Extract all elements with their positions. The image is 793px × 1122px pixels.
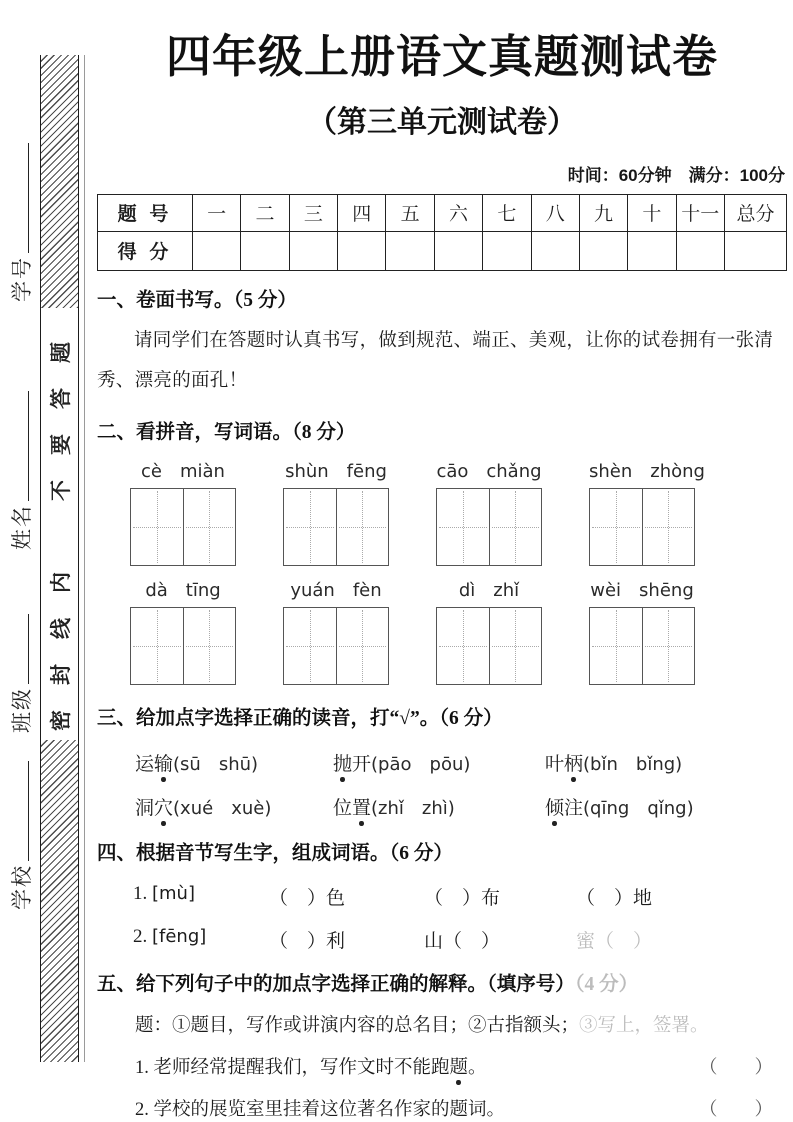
dotted-char: 输 <box>154 749 173 776</box>
fill-blank[interactable]: （ ）地 <box>576 888 653 910</box>
pinyin-word-group <box>283 576 389 685</box>
syllable-prompt <box>133 926 269 953</box>
item-number: 2. <box>135 1099 149 1120</box>
col-9: 九 <box>579 194 627 231</box>
writing-grid[interactable] <box>130 607 236 685</box>
col-10: 十 <box>628 194 676 231</box>
writing-grid[interactable] <box>283 488 389 566</box>
score-table <box>97 194 787 271</box>
time-score-info: 时间：60分钟 满分：100分 <box>567 165 785 185</box>
student-id-blank-line[interactable] <box>7 143 29 253</box>
writing-grid[interactable] <box>589 607 695 685</box>
sentence-pre: 学校的展览室里挂着这位著名作家的 <box>153 1099 450 1120</box>
total-score-label: 总分 <box>725 194 787 231</box>
col-2: 二 <box>241 194 289 231</box>
seal-inner-rule <box>84 55 85 1062</box>
score-cell[interactable] <box>338 231 386 270</box>
col-1: 一 <box>193 194 241 231</box>
pinyin-word-group <box>589 576 695 685</box>
sentence-text <box>135 1095 505 1121</box>
writing-grid[interactable] <box>436 488 542 566</box>
syllable: [fēng] <box>152 926 207 948</box>
pinyin-label: cè miàn <box>141 460 225 482</box>
pronunciation-item[interactable] <box>135 749 333 776</box>
pinyin-label: dà tīng <box>145 579 221 601</box>
section-1-heading: 一、卷面书写。（5 分） <box>97 289 297 311</box>
dotted-char: 置 <box>352 793 371 820</box>
item-number: 2. <box>133 926 148 948</box>
pinyin-options: (sū shū) <box>173 753 259 775</box>
score-cell[interactable] <box>531 231 579 270</box>
syllable-row-2 <box>97 926 787 953</box>
pinyin-word-group <box>283 457 389 566</box>
question-number-label: 题 号 <box>98 194 193 231</box>
score-cell[interactable] <box>289 231 337 270</box>
fill-blank[interactable]: （ ）利 <box>269 931 346 953</box>
sentence-post: 。 <box>468 1057 487 1078</box>
col-3: 三 <box>289 194 337 231</box>
sentence-item-1 <box>97 1053 787 1079</box>
pronunciation-item[interactable] <box>333 749 545 776</box>
dotted-char: 抛 <box>333 749 352 776</box>
student-id-label: 学号 <box>10 256 34 302</box>
writing-grid[interactable] <box>283 607 389 685</box>
syllable-prompt <box>133 883 269 910</box>
student-name-blank-line[interactable] <box>7 391 29 501</box>
section-5-heading <box>97 971 787 998</box>
col-5: 五 <box>386 194 434 231</box>
fill-blank[interactable]: （ ）布 <box>424 888 501 910</box>
hatch-pattern-bottom <box>41 740 78 1062</box>
word-char: 位 <box>333 797 353 819</box>
dotted-char: 倾 <box>545 793 564 820</box>
syllable-row-1 <box>97 883 787 910</box>
pinyin-options: (zhǐ zhì) <box>371 797 455 819</box>
col-4: 四 <box>338 194 386 231</box>
item-number: 1. <box>133 883 148 905</box>
pinyin-word-group <box>130 576 236 685</box>
student-name-field[interactable] <box>6 391 36 550</box>
dotted-char: 穴 <box>154 793 173 820</box>
pinyin-label: cāo chǎng <box>436 460 542 482</box>
col-8: 八 <box>531 194 579 231</box>
dotted-char: 题 <box>450 1053 469 1079</box>
class-field[interactable] <box>6 614 36 733</box>
pinyin-word-group <box>436 457 542 566</box>
student-name-label: 姓名 <box>10 504 34 550</box>
section-1-body: 请同学们在答题时认真书写，做到规范、端正、美观，让你的试卷拥有一张清秀、漂亮的面孔！ <box>97 330 774 391</box>
word-char: 开 <box>352 753 372 775</box>
answer-parentheses[interactable]: （ ） <box>698 1099 773 1120</box>
pinyin-word-group <box>130 457 236 566</box>
pinyin-row-1 <box>97 457 787 566</box>
pinyin-label: wèi shēng <box>590 579 694 601</box>
student-id-field[interactable] <box>6 143 36 302</box>
paper-content <box>97 0 787 1121</box>
pinyin-label: yuán fèn <box>290 579 382 601</box>
school-field[interactable] <box>6 761 36 910</box>
seal-line-text: 密封线内 不要答题 <box>49 317 73 731</box>
pinyin-word-group <box>436 576 542 685</box>
pinyin-options: (qīng qǐng) <box>583 797 694 819</box>
score-cell[interactable] <box>434 231 482 270</box>
pinyin-word-group <box>589 457 705 566</box>
pinyin-label: dì zhǐ <box>458 579 520 601</box>
score-label: 得 分 <box>98 231 193 270</box>
sentence-pre: 老师经常提醒我们，写作文时不能跑 <box>153 1057 450 1078</box>
fill-blank-faded[interactable]: 蜜（ ） <box>576 931 653 953</box>
section-5-score-faded: （4 分） <box>574 974 639 996</box>
score-cell[interactable] <box>676 231 724 270</box>
pinyin-options: (pāo pōu) <box>371 753 471 775</box>
pinyin-label: shèn zhòng <box>589 460 705 482</box>
school-label: 学校 <box>10 864 34 910</box>
class-label: 班级 <box>10 687 34 733</box>
fill-blank[interactable]: 山（ ） <box>424 931 501 953</box>
paper-subtitle: （第三单元测试卷） <box>307 105 577 139</box>
pinyin-options: (xué xuè) <box>173 797 272 819</box>
pronunciation-item[interactable] <box>545 749 787 776</box>
pinyin-label: shùn fēng <box>285 460 387 482</box>
pronunciation-row-1 <box>97 749 787 776</box>
pinyin-options: (bǐn bǐng) <box>583 753 683 775</box>
answer-parentheses[interactable]: （ ） <box>698 1057 773 1078</box>
fill-blank[interactable]: （ ）色 <box>269 888 346 910</box>
word-char: 洞 <box>135 797 155 819</box>
definition-text-faded: ③写上，签署。 <box>579 1015 709 1036</box>
col-11: 十一 <box>676 194 724 231</box>
section-5-heading-text: 五、给下列句子中的加点字选择正确的解释。（填序号） <box>97 974 575 996</box>
score-cell[interactable] <box>628 231 676 270</box>
hatch-pattern-top <box>41 55 78 308</box>
score-table-score-row <box>98 231 787 270</box>
writing-grid[interactable] <box>589 488 695 566</box>
school-blank-line[interactable] <box>7 761 29 861</box>
score-cell[interactable] <box>241 231 289 270</box>
section-2-heading: 二、看拼音，写词语。（8 分） <box>97 422 356 444</box>
score-cell[interactable] <box>193 231 241 270</box>
pronunciation-row-2 <box>97 793 787 820</box>
word-char: 注 <box>564 797 584 819</box>
score-cell[interactable] <box>579 231 627 270</box>
definition-line <box>97 1011 787 1037</box>
col-7: 七 <box>483 194 531 231</box>
section-4-heading: 四、根据音节写生字，组成词语。（6 分） <box>97 842 453 864</box>
writing-grid[interactable] <box>436 607 542 685</box>
syllable: [mù] <box>152 883 195 905</box>
pronunciation-item[interactable] <box>333 793 545 820</box>
item-number: 1. <box>135 1057 149 1078</box>
class-blank-line[interactable] <box>7 614 29 684</box>
word-char: 运 <box>135 753 155 775</box>
score-cell[interactable] <box>483 231 531 270</box>
word-char: 叶 <box>545 753 565 775</box>
pronunciation-item[interactable] <box>135 793 333 820</box>
definition-text: 题：①题目，写作或讲演内容的总名目；②古指额头； <box>135 1015 580 1036</box>
pinyin-row-2 <box>97 576 787 685</box>
dotted-char: 题 <box>450 1095 469 1121</box>
section-3-heading: 三、给加点字选择正确的读音，打“√”。（6 分） <box>97 707 503 729</box>
paper-title: 四年级上册语文真题测试卷 <box>165 31 718 82</box>
score-table-header-row <box>98 194 787 231</box>
score-cell[interactable] <box>386 231 434 270</box>
dotted-char: 柄 <box>564 749 583 776</box>
pronunciation-item[interactable] <box>545 793 787 820</box>
writing-grid[interactable] <box>130 488 236 566</box>
sentence-item-2 <box>97 1095 787 1121</box>
sentence-post: 词。 <box>468 1099 506 1120</box>
score-cell[interactable] <box>725 231 787 270</box>
sentence-text <box>135 1053 487 1079</box>
col-6: 六 <box>434 194 482 231</box>
